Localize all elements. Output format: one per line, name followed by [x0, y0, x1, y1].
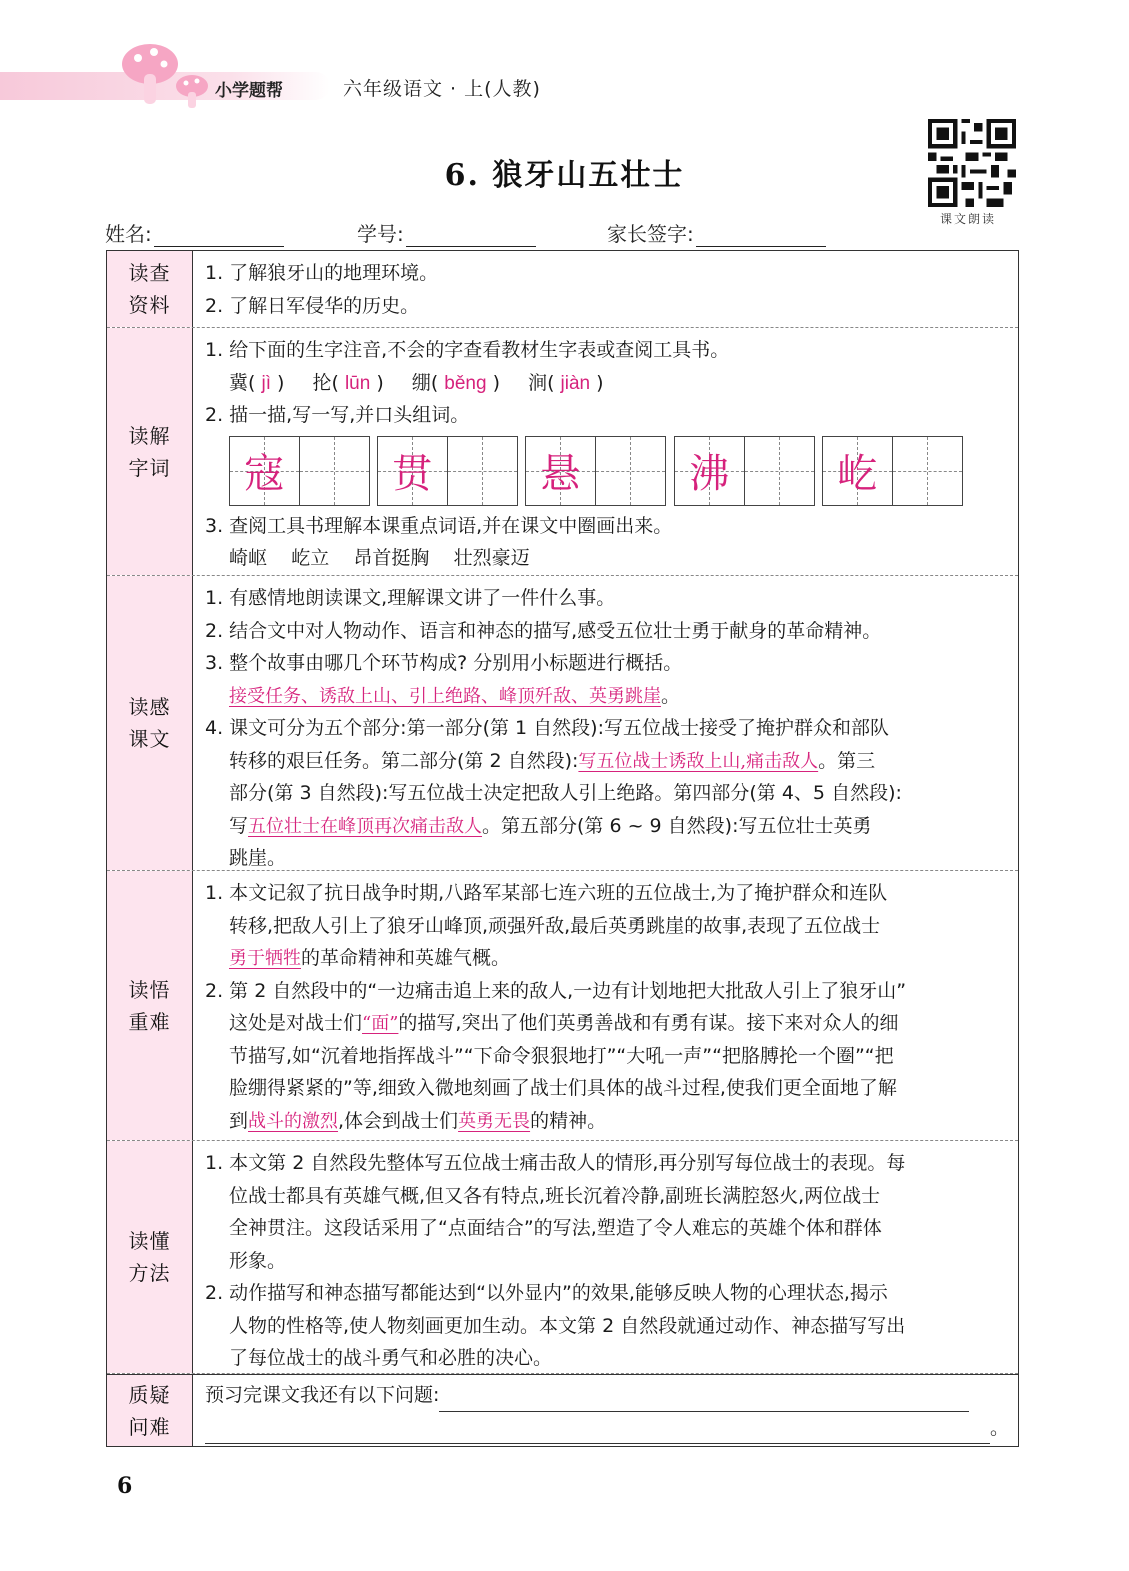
task-line: 2. 结合文中对人物动作、语言和神态的描写,感受五位壮士勇于献身的革命精神。	[205, 619, 882, 642]
task-line: 4. 课文可分为五个部分:第一部分(第 1 自然段):写五位战士接受了掩护群众和部队	[205, 717, 889, 739]
task-line: 2. 描一描,写一写,并口头组词。	[205, 404, 470, 426]
writing-grid[interactable]	[377, 436, 518, 506]
grid-char: 屹	[837, 451, 878, 497]
book-title: 六年级语文 · 上(人教)	[343, 78, 541, 100]
pinyin-row	[205, 367, 1008, 400]
task-line: 2. 第 2 自然段中的“一边痛击追上来的敌人,一边有计划地把大批敌人引上了狼牙山”	[205, 979, 907, 1002]
grid-char: 寇	[244, 451, 285, 497]
writing-grid[interactable]	[822, 436, 963, 506]
writing-grid[interactable]	[229, 436, 370, 506]
task-line: 部分(第 3 自然段):写五位战士决定把敌人引上绝路。第四部分(第 4、5 自然段):	[229, 782, 902, 804]
page-number: 6	[117, 1473, 133, 1499]
answer-text: 接受任务、诱敌上山、引上绝路、峰顶歼敌、英勇跳崖	[229, 685, 661, 707]
section-label: 读查 资料	[128, 261, 171, 317]
task-line: 位战士都具有英雄气概,但又各有特点,班长沉着冷静,副班长满腔怒火,两位战士	[229, 1184, 881, 1207]
task-line: 1. 了解狼牙山的地理环境。	[205, 262, 439, 284]
question-line[interactable]: 预习完课文我还有以下问题:	[205, 1379, 1008, 1412]
section-methods	[107, 1141, 1018, 1374]
pinyin-item: 抡( lūn )	[312, 371, 384, 394]
task-line: 脸绷得紧紧的”等,细致入微地刻画了战士们具体的战斗过程,使我们更全面地了解	[229, 1077, 897, 1099]
task-line: 1. 本文第 2 自然段先整体写五位战士痛击敌人的情形,再分别写每位战士的表现。每	[205, 1152, 906, 1174]
task-line: 转移,把敌人引上了狼牙山峰顶,顽强歼敌,最后英勇跳崖的故事,表现了五位战士	[229, 914, 881, 937]
answer-text: “面”	[362, 1013, 399, 1034]
name-field[interactable]	[105, 218, 284, 247]
writing-grid[interactable]	[525, 436, 666, 506]
section-label: 读懂 方法	[128, 1229, 171, 1285]
answer-text: 勇于牺牲	[229, 948, 301, 969]
section-label: 读悟 重难	[128, 977, 171, 1034]
pinyin-item: 涧( jiàn )	[528, 371, 604, 394]
answer-text: 写五位战士诱敌上山,痛击敌人	[578, 750, 819, 772]
task-line: 全神贯注。这段话采用了“点面结合”的写法,塑造了令人难忘的英雄个体和群体	[229, 1217, 882, 1239]
pinyin-item: 冀( jì )	[229, 371, 285, 394]
qr-code-icon[interactable]	[928, 119, 1016, 207]
student-no-field[interactable]	[357, 218, 536, 247]
task-line: 人物的性格等,使人物刻画更加生动。本文第 2 自然段就通过动作、神态描写写出	[229, 1314, 906, 1337]
lesson-title: 6. 狼牙山五壮士	[444, 158, 685, 193]
key-words: 崎岖 屹立 昂首挺胸 壮烈豪迈	[229, 547, 530, 569]
task-line: 3. 整个故事由哪几个环节构成? 分别用小标题进行概括。	[205, 652, 683, 674]
task-line: 跳崖。	[229, 847, 287, 869]
section-key-points: 读悟 重难 1. 本文记叙了抗日战争时期,八路军某部七连六班的五位战士,为了掩护群众和连队 转移,把敌人引上了狼牙山峰顶,顽强歼敌,最后英勇跳崖的故事,表现了五位战士 勇于牺牲的革命精神和英雄气概。 2. 第 2 自然段中的“一边痛击追上来的敌人,一边有计划地把大批敌人引上了狼牙山” 这处是对战士们“面”的描写,突出了他们英勇善战和有勇有谋。接下来对众人的细 节描写,如“沉着地指挥战斗”“下命令狠狠地打”“大吼一声”“把胳膊抡一个圈”“把 脸绷得紧紧的”等,细致入微地刻画了战士们具体的战斗过程,使我们更全面地了解 到战斗的激烈,体会到战士们英勇无畏的精神。	[107, 871, 1018, 1141]
grid-char: 贯	[392, 451, 433, 497]
grid-char: 悬	[540, 451, 581, 497]
question-line[interactable]: 。	[205, 1412, 1008, 1445]
task-line: 形象。	[229, 1249, 287, 1272]
answer-text: 战斗的激烈	[248, 1110, 339, 1132]
writing-grid[interactable]	[674, 436, 815, 506]
task-line: 节描写,如“沉着地指挥战斗”“下命令狠狠地打”“大吼一声”“把胳膊抡一个圈”“把	[229, 1044, 894, 1067]
pinyin-item: 绷( běng )	[411, 371, 500, 394]
task-line: 1. 本文记叙了抗日战争时期,八路军某部七连六班的五位战士,为了掩护群众和连队	[205, 882, 888, 904]
student-info-row	[105, 218, 1005, 246]
section-label: 读感 课文	[128, 695, 171, 751]
name-label: 姓名:	[105, 222, 152, 246]
section-words	[107, 328, 1018, 576]
section-label: 读解 字词	[128, 423, 171, 480]
grid-char: 沸	[689, 451, 730, 497]
qr-caption: 课文朗读	[940, 212, 997, 226]
task-line: 1. 给下面的生字注音,不会的字查看教材生字表或查阅工具书。	[205, 339, 730, 361]
brand-name: 小学题帮	[215, 81, 283, 101]
task-line: 2. 了解日军侵华的历史。	[205, 294, 420, 317]
task-line: 了每位战士的战斗勇气和必胜的决心。	[229, 1347, 553, 1369]
task-line: 3. 查阅工具书理解本课重点词语,并在课文中圈画出来。	[205, 514, 673, 537]
student-no-label: 学号:	[357, 222, 404, 246]
task-line: 2. 动作描写和神态描写都能达到“以外显内”的效果,能够反映人物的心理状态,揭示	[205, 1282, 888, 1304]
parent-sign-label: 家长签字:	[607, 222, 694, 246]
answer-text: 五位壮士在峰顶再次痛击敌人	[248, 815, 483, 837]
mushroom-logo-icon	[118, 40, 213, 110]
section-research	[107, 251, 1018, 328]
writing-grids	[229, 436, 1008, 510]
section-label: 质疑 问难	[128, 1382, 171, 1439]
task-line: 1. 有感情地朗读课文,理解课文讲了一件什么事。	[205, 587, 616, 609]
answer-text: 英勇无畏	[458, 1110, 531, 1132]
parent-sign-field[interactable]	[607, 218, 826, 247]
section-reading: 读感 课文 1. 有感情地朗读课文,理解课文讲了一件什么事。 2. 结合文中对人物动作、语言和神态的描写,感受五位壮士勇于献身的革命精神。 3. 整个故事由哪几个环节构成? 分别用小标题进行概括。 接受任务、诱敌上山、引上绝路、峰顶歼敌、英勇跳崖。 4. 课文可分为五个部分:第一部分(第 1 自然段):写五位战士接受了掩护群众和部队 转移的艰巨任务。第二部分(第 2 自然段):写五位战士诱敌上山,痛击敌人。第三 部分(第 3 自然段):写五位战士决定把敌人引上绝路。第四部分(第 4、5 自然段): 写五位壮士在峰顶再次痛击敌人。第五部分(第 6 ~ 9 自然段):写五位壮士英勇 跳崖。	[107, 576, 1018, 871]
section-questions	[107, 1374, 1018, 1446]
preview-table	[106, 250, 1019, 1447]
